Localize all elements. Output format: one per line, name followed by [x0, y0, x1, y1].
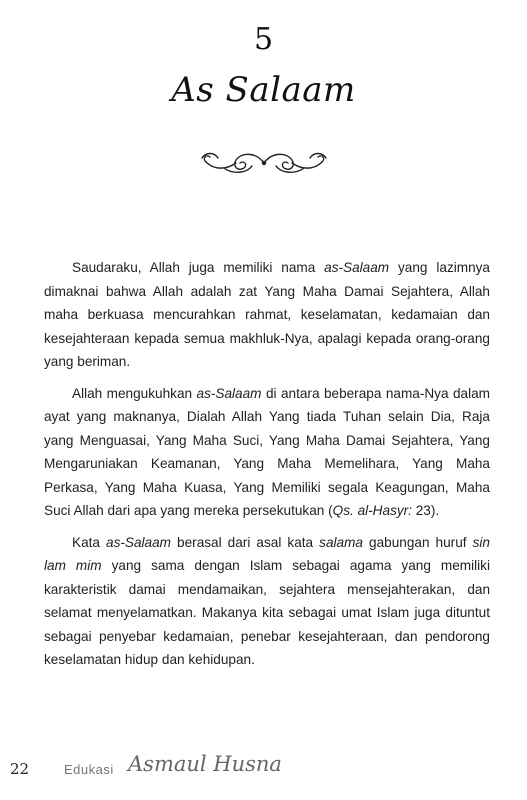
text-run: Kata: [72, 534, 107, 550]
text-run: gabungan huruf: [362, 534, 473, 550]
italic-term: Qs. al-Hasyr:: [332, 503, 412, 518]
paragraph: [44, 382, 490, 523]
chapter-title: As Salaam: [171, 70, 356, 110]
footer-book-prefix: Edukasi: [64, 762, 114, 777]
chapter-number: 5: [253, 22, 274, 57]
flourish-divider-icon: [196, 146, 332, 180]
paragraph: [44, 256, 490, 374]
italic-term: salama: [319, 534, 363, 550]
italic-term: as-Salaam: [324, 260, 390, 275]
text-run: di antara beberapa nama-Nya dalam ayat yang maknanya, Dialah Allah Yang tiada Tuhan selain Dia, Raja yang Menguasai, Yang Maha Suci, Yang Maha Damai Sejahtera, Yang Mengaruniakan Keamanan, Yang Maha Memelihara, Yang Maha Perkasa, Yang Maha Kuasa, Yang Memiliki segala Keagungan, Maha Suci Allah dari apa yang mereka persekutukan (: [44, 385, 491, 518]
page-number: 22: [10, 760, 30, 778]
page-footer: [0, 752, 527, 788]
text-run: Saudaraku, Allah juga memiliki nama: [72, 260, 325, 275]
italic-term: sin lam mim: [44, 534, 490, 573]
text-run: Allah mengukuhkan: [72, 385, 197, 401]
text-run: berasal dari asal kata: [171, 534, 320, 550]
text-run: 23).: [411, 503, 440, 518]
italic-term: as-Salaam: [196, 385, 262, 401]
text-run: yang lazimnya dimaknai bahwa Allah adalah zat Yang Maha Damai Sejahtera, Allah maha berkuasa mencurahkan rahmat, keselamatan, kedamaian dan kesejahteraan kepada semua makhluk-Nya, apalagi kepada orang-orang yang beriman.: [44, 260, 490, 369]
paragraph: [44, 531, 490, 672]
text-run: yang sama dengan Islam sebagai agama yang memiliki karakteristik damai mendamaikan, sejahtera mensejahterakan, dan selamat menyelamatkan. Makanya kita sebagai umat Islam juga dituntut sebagai penyebar kedamaian, penebar kesejahteraan, dan pendorong keselamatan hidup dan kehidupan.: [44, 558, 490, 667]
footer-book-title: Asmaul Husna: [128, 752, 282, 776]
body-text: [44, 256, 490, 680]
italic-term: as-Salaam: [106, 534, 171, 550]
